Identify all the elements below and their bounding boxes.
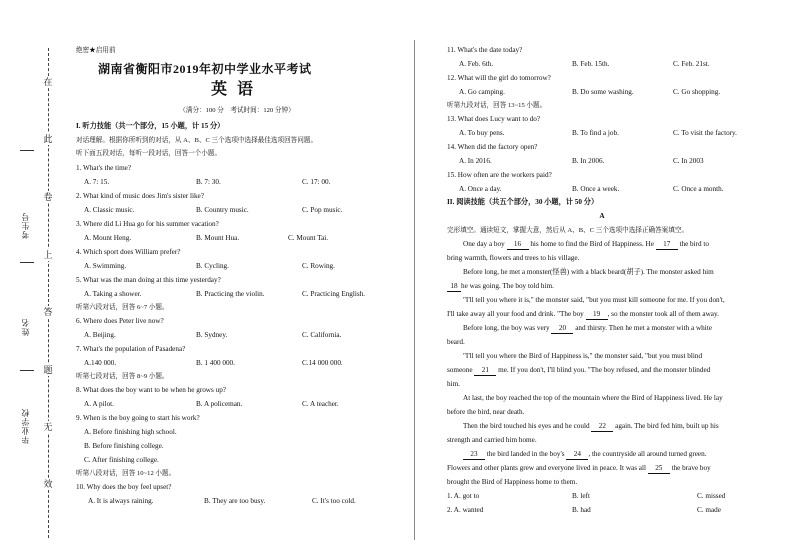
option: A. Go camping. [459, 88, 505, 96]
question: 14. When did the factory open? [447, 143, 538, 151]
question: 11. What's the date today? [447, 46, 523, 54]
option: A. In 2016. [459, 157, 492, 165]
passage-line: "I'll tell you where the Bird of Happiness is," the monster said, "but you must blind [463, 352, 703, 360]
question: 5. What was the man doing at this time yesterday? [76, 276, 221, 284]
blank-24: 24 [566, 450, 588, 460]
school-label: 毕业学校 [21, 408, 30, 444]
question: 8. What does the boy want to be when he grows up? [76, 386, 226, 394]
binding-char: 题 [43, 365, 53, 375]
question: 12. What will the girl do tomorrow? [447, 74, 551, 82]
binding-char: 卷 [43, 192, 53, 202]
exam-title: 湖南省衡阳市2019年初中学业水平考试 [98, 62, 312, 76]
option: B. Cycling. [196, 262, 229, 270]
exam-number-label: 考生号 [21, 212, 30, 239]
binding-char: 在 [43, 77, 53, 87]
label-underline [20, 262, 34, 263]
instruction: 听下面五段对话，每听一段对话，回答一个小题。 [76, 150, 222, 157]
option: A. Before finishing high school. [84, 428, 177, 436]
passage-line: "I'll tell you where it is," the monster said, "but you must kill someone for me. If you don't, [463, 296, 725, 304]
option: A. Beijing. [84, 331, 116, 339]
question: 13. What does Lucy want to do? [447, 115, 541, 123]
question: 15. How often are the workers paid? [447, 171, 552, 179]
section-heading: I. 听力技能（共一个部分，15 小题，计 15 分） [76, 122, 225, 130]
blank-23: 23 [463, 450, 485, 460]
option: C. To visit the factory. [673, 129, 737, 137]
option: A. Mount Heng. [84, 234, 132, 242]
part-heading: A [599, 212, 605, 220]
passage-line: 23 the bird landed in the boy's 24 , the countryside all around turned green. [463, 450, 707, 460]
option: C. A teacher. [302, 400, 339, 408]
passage-line: brought the Bird of Happiness home to them. [447, 478, 578, 486]
question: 6. Where does Peter live now? [76, 317, 164, 325]
option: C.14 000 000. [302, 359, 343, 367]
option: A. Taking a shower. [84, 290, 142, 298]
passage-line: before the bird, near death. [447, 408, 525, 416]
option: C. After finishing college. [84, 456, 159, 464]
option: B. A policeman. [196, 400, 243, 408]
question: 2. What kind of music does Jim's sister like? [76, 192, 204, 200]
blank-16: 16 [507, 240, 529, 250]
passage-line: Flowers and other plants grew and everyone lived in peace. It was all 25 the brave boy [447, 464, 711, 472]
option: A.140 000. [84, 359, 117, 367]
option: C. Once a month. [673, 185, 724, 193]
passage-line: Before long, the boy was very 20 and thirsty. Then he met a monster with a white [463, 324, 712, 332]
passage-line: bring warmth, flowers and trees to his village. [447, 254, 580, 262]
binding-char: 无 [43, 422, 53, 432]
question: 7. What's the population of Pasadena? [76, 345, 186, 353]
option: B. They are too busy. [204, 497, 266, 505]
exam-meta: （满分：100 分 考试时间：120 分钟） [179, 107, 295, 114]
option: A. To buy pens. [459, 129, 505, 137]
binding-dashed-line [48, 48, 49, 538]
option: A. A pilot. [84, 400, 114, 408]
option: A. Swimming. [84, 262, 127, 270]
instruction: 听第九段对话，回答 13~15 小题。 [447, 102, 547, 109]
passage-line: I'll take away all your food and drink. "The boy 19 , so the monster took all of them away. [447, 310, 719, 318]
passage-line: beard. [447, 338, 465, 346]
column-divider [414, 40, 415, 540]
answer-option: B. had [572, 506, 591, 514]
option: C. Practicing English. [302, 290, 366, 298]
option: C. Rowing. [302, 262, 335, 270]
name-label: 姓名 [21, 318, 30, 336]
option: C. Mount Tai. [288, 234, 329, 242]
option: B. Once a week. [572, 185, 620, 193]
passage-line: 18 he was going. The boy told him. [447, 282, 554, 292]
answer-option: C. missed [697, 492, 726, 500]
option: A. 7: 15. [84, 178, 110, 186]
option: C. In 2003 [673, 157, 704, 165]
question: 4. Which sport does William prefer? [76, 248, 181, 256]
instruction: 听第六段对话，回答 6~7 小题。 [76, 304, 169, 311]
option: A. Classic music. [84, 206, 135, 214]
passage-line: Before long, he met a monster(怪兽) with a black beard(胡子). The monster asked him [463, 268, 714, 276]
question: 1. What's the time? [76, 164, 132, 172]
option: B. Mount Hua. [196, 234, 240, 242]
option: C. Feb. 21st. [673, 60, 710, 68]
question: 9. When is the boy going to start his work? [76, 414, 200, 422]
option: C. California. [302, 331, 342, 339]
binding-char: 此 [43, 134, 53, 144]
answer-option: 2. A. wanted [447, 506, 484, 514]
option: B. 1 400 000. [196, 359, 235, 367]
question: 3. Where did Li Hua go for his summer vacation? [76, 220, 219, 228]
blank-18: 18 [447, 282, 461, 292]
option: B. Sydney. [196, 331, 228, 339]
option: C. Go shopping. [673, 88, 721, 96]
blank-22: 22 [591, 422, 613, 432]
option: B. In 2006. [572, 157, 605, 165]
question: 10. Why does the boy feel upset? [76, 483, 172, 491]
answer-option: B. left [572, 492, 590, 500]
section-heading: II. 阅读技能（共五个部分，30 小题，计 50 分） [447, 198, 599, 206]
passage-line: Then the bird touched his eyes and he could 22 again. The bird fed him, built up his [463, 422, 719, 430]
option: A. Feb. 6th. [459, 60, 494, 68]
instruction: 听第七段对话，回答 8~9 小题。 [76, 373, 169, 380]
label-underline [20, 370, 34, 371]
secret-mark: 绝密★启用前 [76, 47, 116, 54]
binding-char: 效 [43, 479, 53, 489]
option: A. Once a day. [459, 185, 502, 193]
label-underline [20, 150, 34, 151]
blank-21: 21 [474, 366, 496, 376]
answer-option: C. made [697, 506, 721, 514]
option: B. Country music. [196, 206, 249, 214]
option: A. It is always raining. [88, 497, 154, 505]
option: B. Do some washing. [572, 88, 634, 96]
option: C. 17: 00. [302, 178, 331, 186]
passage-line: him. [447, 380, 460, 388]
option: C. Pop music. [302, 206, 343, 214]
blank-20: 20 [551, 324, 573, 334]
option: C. It's too cold. [312, 497, 356, 505]
instruction: 完形填空。通读短文，掌握大意，然后从 A、B、C 三个选项中选择正确答案填空。 [447, 227, 689, 234]
option: B. Before finishing college. [84, 442, 164, 450]
answer-option: 1. A. got to [447, 492, 480, 500]
instruction: 听第八段对话，回答 10~12 小题。 [76, 470, 176, 477]
passage-line: someone 21 me. If you don't, I'll blind you. "The boy refused, and the monster blinded [447, 366, 711, 374]
instruction: 对话理解。根据你所听到的对话，从 A、B、C 三个选项中选择最佳选项回答问题。 [76, 137, 318, 144]
blank-19: 19 [586, 310, 608, 320]
option: B. To find a job. [572, 129, 619, 137]
blank-17: 17 [656, 240, 678, 250]
passage-line: strength and carried him home. [447, 436, 537, 444]
option: B. Practicing the violin. [196, 290, 265, 298]
blank-25: 25 [648, 464, 670, 474]
binding-char: 答 [43, 307, 53, 317]
option: B. 7: 30. [196, 178, 221, 186]
passage-line: One day a boy 16 his home to find the Bird of Happiness. He 17 the bird to [463, 240, 710, 248]
passage-line: At last, the boy reached the top of the mountain where the Bird of Happiness lived. He lay [463, 394, 723, 402]
option: B. Feb. 15th. [572, 60, 610, 68]
subject-title: 英语 [210, 81, 263, 98]
binding-char: 上 [43, 250, 53, 260]
